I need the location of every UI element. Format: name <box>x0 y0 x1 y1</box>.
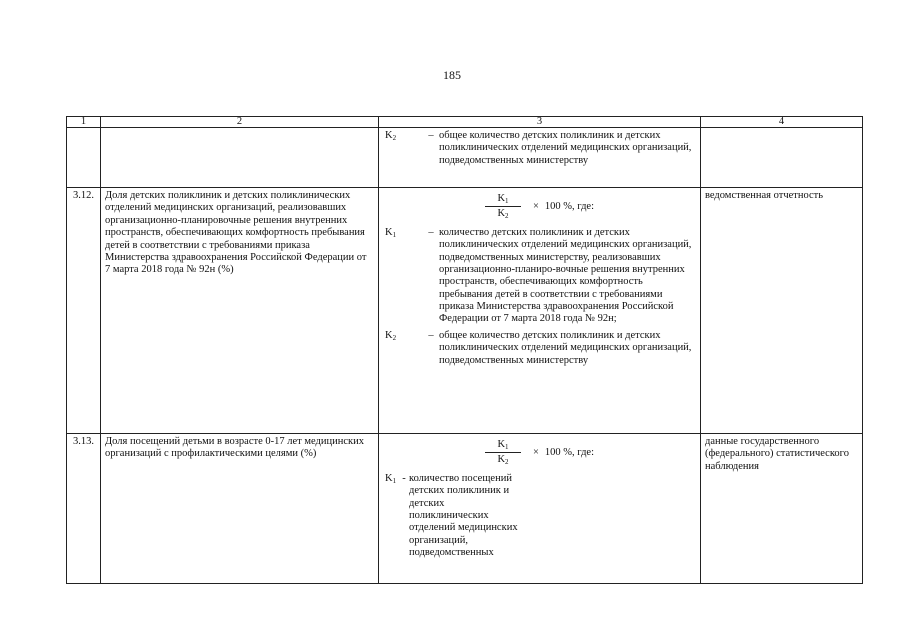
formula-tail: 100 %, где: <box>544 446 594 458</box>
row-number: 3.13. <box>67 434 101 584</box>
data-source: данные государственного (федерального) статистического наблюдения <box>701 434 863 584</box>
formula <box>383 193 696 221</box>
indicator-name: Доля детских поликлиник и детских поликлинических отделений медицинских организаций, реализовавших организационно-планировочные решения внутренних пространств, обеспечивающих комфортность пребывания детей в соответствии с требованиями приказа Министерства здравоохранения Российской Федерации от 7 марта 2018 года № 92н (%) <box>101 188 379 434</box>
row-number <box>67 128 101 188</box>
definition-k1 <box>383 473 696 560</box>
definition-text: общее количество детских поликлиник и детских поликлинических отделений медицинских организаций, подведомственных министерству <box>439 329 692 366</box>
column-header-4: 4 <box>701 117 863 128</box>
page-number: 185 <box>443 68 461 82</box>
indicators-table <box>66 116 863 584</box>
definition-k1 <box>383 227 696 326</box>
calculation-cell <box>379 128 701 188</box>
formula-fraction <box>485 193 521 221</box>
multiply-sign: × <box>533 446 539 458</box>
table-row-3-13 <box>67 434 863 584</box>
row-number: 3.12. <box>67 188 101 434</box>
definition-k2 <box>383 330 696 367</box>
data-source: ведомственная отчетность <box>701 188 863 434</box>
definition-text: количество детских поликлиник и детских поликлинических отделений медицинских организаций, подведомственных министерству, реализовавших организационно-планиро-вочные решения внутренних пространств, обеспечивающих комфортность пребывания детей в соответствии с требованиями приказа Министерства здравоохранения Российской Федерации от 7 марта 2018 года № 92н; <box>439 226 692 325</box>
definition-symbol: $K_1$ <box>385 472 397 485</box>
definition-symbol: $K_2$ <box>385 329 397 342</box>
data-source <box>701 128 863 188</box>
definition-dash: - <box>402 472 406 484</box>
indicator-name <box>101 128 379 188</box>
calculation-cell <box>379 188 701 434</box>
fraction-denominator: $K_2$ <box>497 208 509 221</box>
formula <box>383 439 696 467</box>
definition-symbol: $K_1$ <box>385 226 397 239</box>
calculation-cell <box>379 434 701 584</box>
column-header-1: 1 <box>67 117 101 128</box>
table-header-row <box>67 117 863 128</box>
multiply-sign: × <box>533 200 539 212</box>
table-row-3-12 <box>67 188 863 434</box>
table-row-continued <box>67 128 863 188</box>
definition-symbol: $K_2$ <box>385 130 397 142</box>
column-header-2: 2 <box>101 117 379 128</box>
fraction-numerator: $K_1$ <box>497 193 509 205</box>
fraction-numerator: $K_1$ <box>497 439 509 451</box>
formula-tail: 100 %, где: <box>544 200 594 212</box>
definition-text: количество посещений детских поликлиник и детских поликлинических отделений медицинских организаций, подведомственных <box>409 472 518 558</box>
definition-dash: – <box>428 329 434 341</box>
definition-text: общее количество детских поликлиник и детских поликлинических отделений медицинских организаций, подведомственных министерству <box>439 130 692 166</box>
column-header-3: 3 <box>379 117 701 128</box>
formula-fraction <box>485 439 521 467</box>
definition-k2 <box>383 130 696 167</box>
indicator-name: Доля посещений детьми в возрасте 0-17 лет медицинских организаций с профилактическими целями (%) <box>101 434 379 584</box>
definition-dash: – <box>428 226 434 238</box>
definition-dash: – <box>428 130 434 141</box>
fraction-denominator: $K_2$ <box>497 454 509 467</box>
